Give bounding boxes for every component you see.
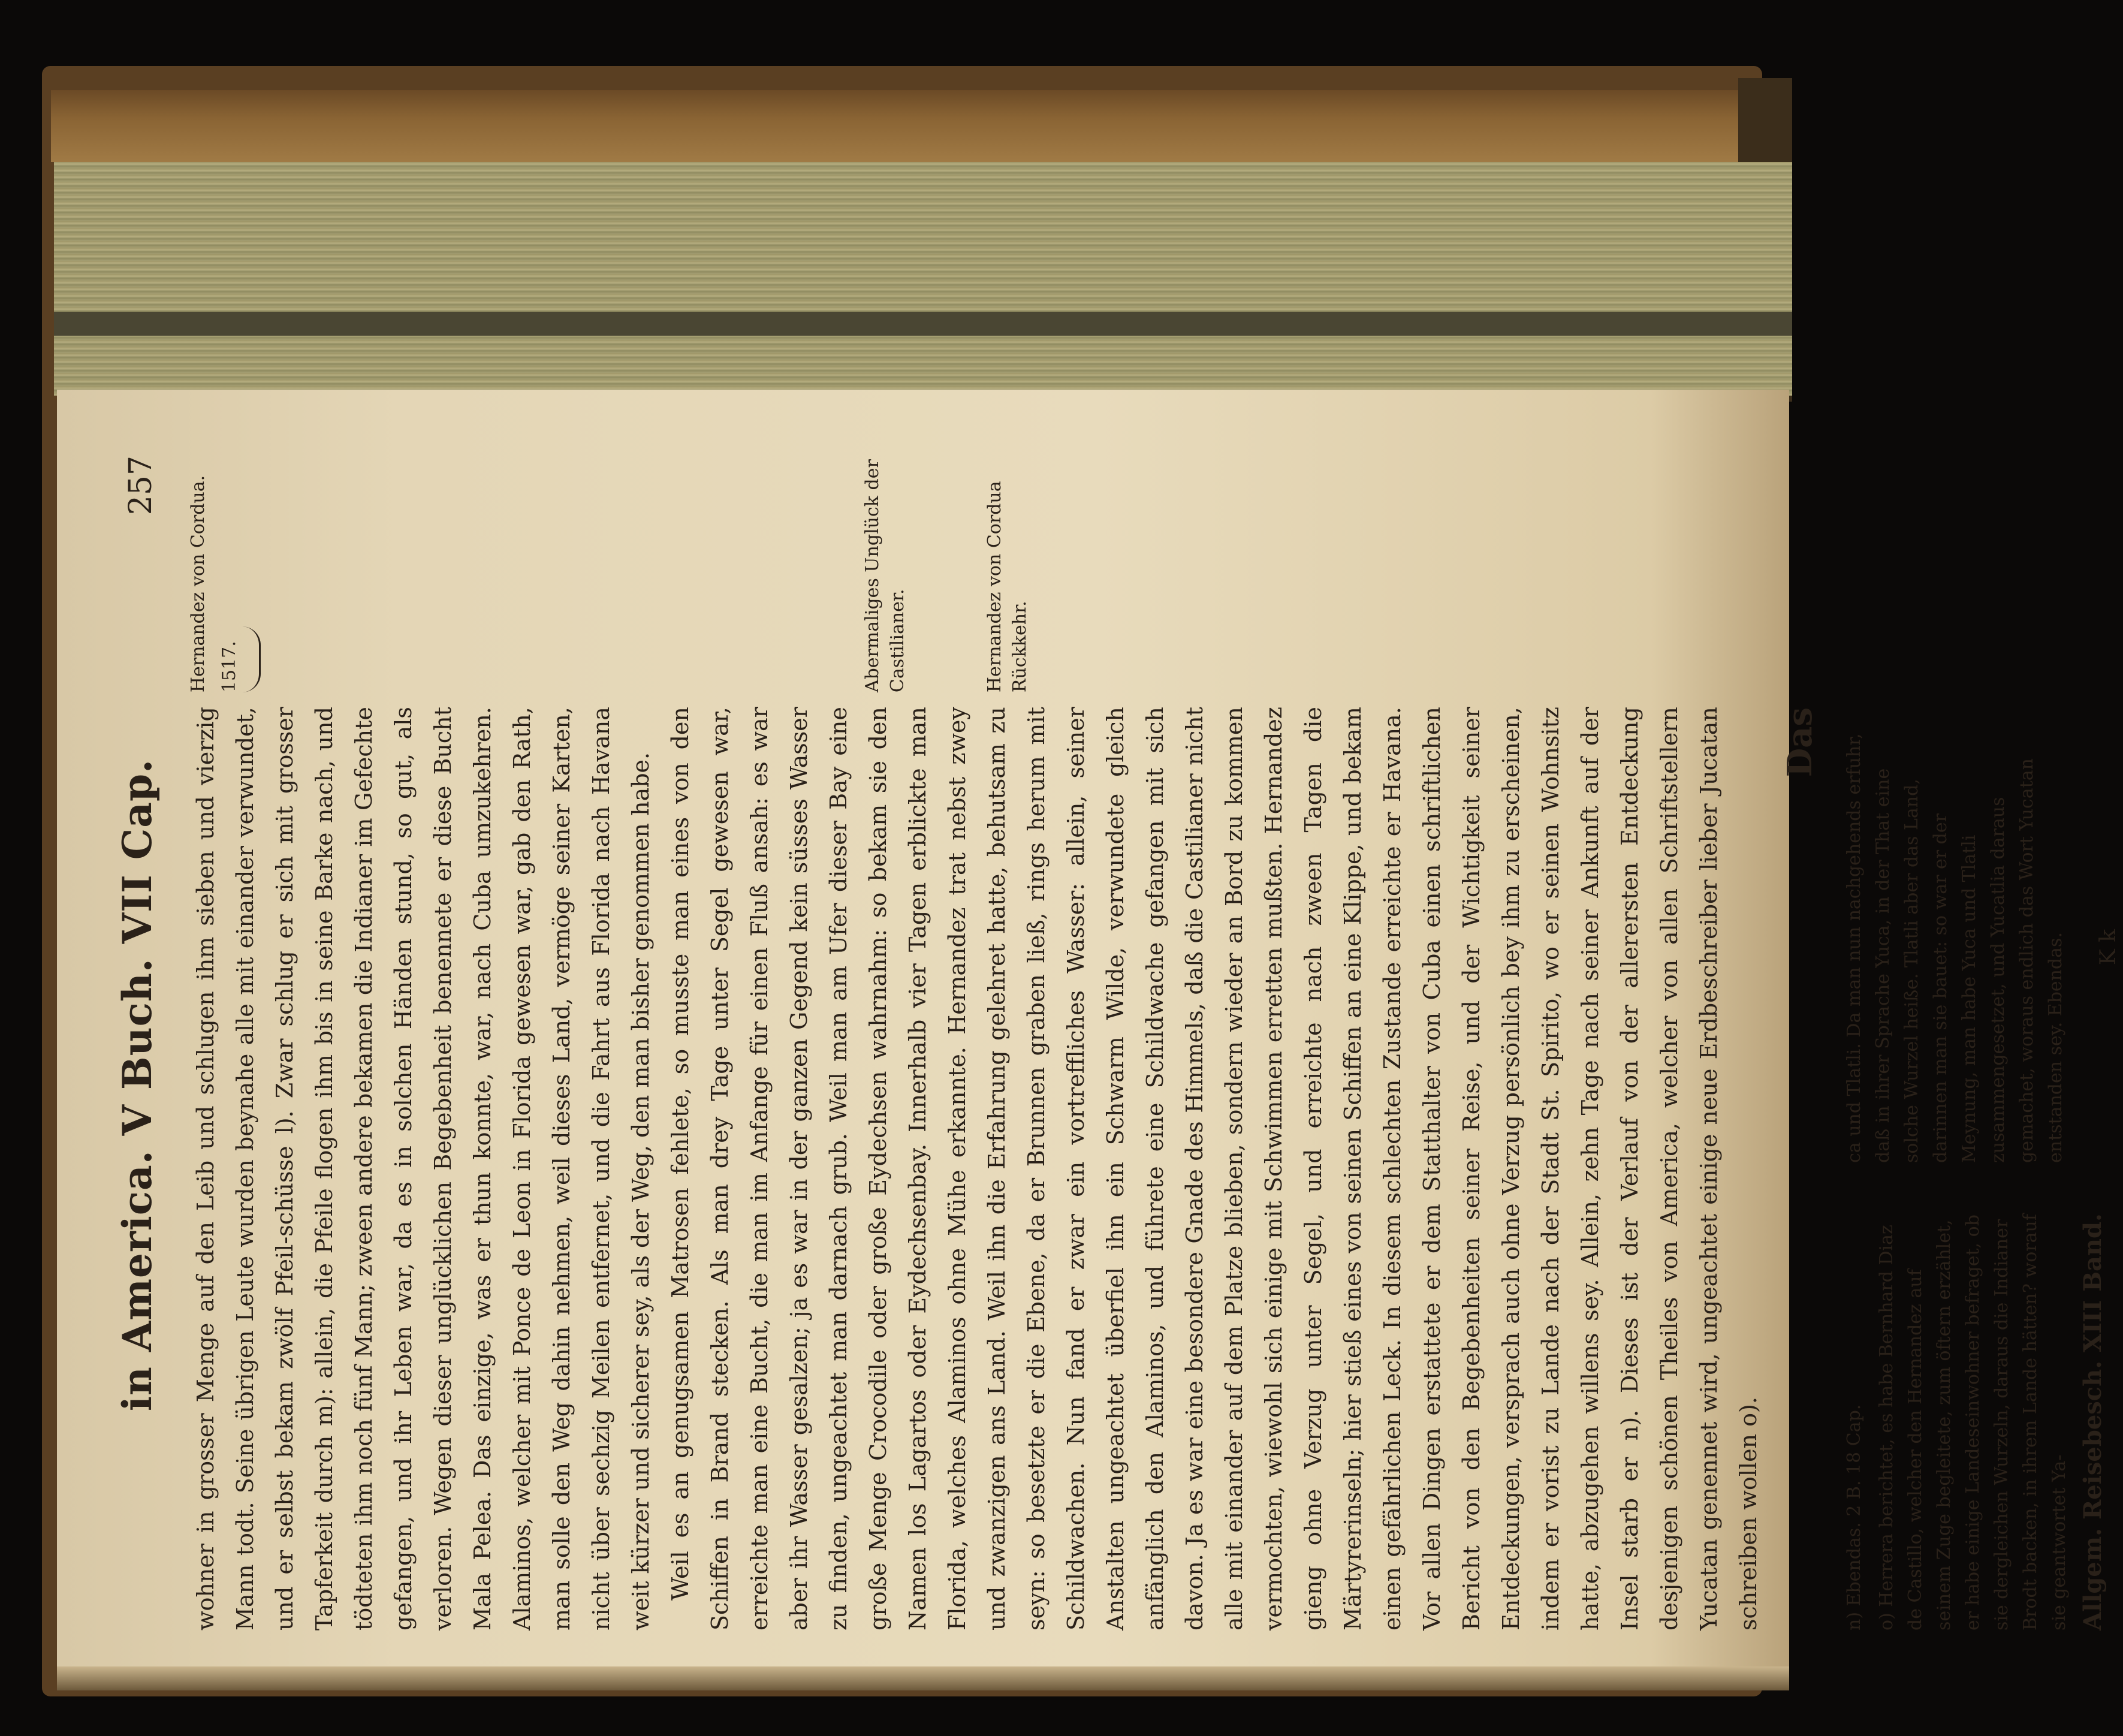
paragraph: wohner in grosser Menge auf den Leib und schlugen ihm sieben und vierzig Mann todt. Seine übrigen Leute wurden beynahe alle mit einander verwundet, und er selbst bekam zwölf Pfeil-schüsse l). Zwar schlug er sich mit grosser Tapferkeit durch m): allein, die Pfeile flogen ihm bis in seine Barke nach, und tödteten ihm noch fünf Mann; zween andere bekamen die Indianer im Gefechte gefangen, und ihr Leben war, da es in solchen Händen stund, so gut, als verloren. Wegen dieser unglücklichen Begebenheit benennete er diese Bucht Mala Pelea. Das einzige, was er thun konnte, war, nach Cuba umzukehren. Alaminos, welcher mit Ponce de Leon in Florida gewesen war, gab den Rath, man solle den Weg dahin nehmen, weil dieses Land, vermöge seiner Karten, nicht über sechzig Meilen entfernet, und die Fahrt aus Florida nach Havana weit kürzer und sicherer sey, als der Weg, den man bisher genommen habe. xyxy=(192,707,654,1630)
margin-note-text: Hernandez von Cordua. xyxy=(188,475,209,693)
book-cover-edge xyxy=(51,90,1765,162)
page-number: 257 xyxy=(123,456,159,516)
body-columns xyxy=(186,456,1768,1630)
margin-notes xyxy=(186,456,1768,707)
footnote: n) Ebendas. 2 B. 18 Cap. xyxy=(1844,1404,1865,1630)
catchword: Das xyxy=(1780,707,1820,777)
margin-note: Abermaliges Unglück der Castilianer. xyxy=(862,459,908,693)
margin-note xyxy=(186,456,261,692)
running-header xyxy=(114,456,186,1630)
margin-note-year: 1517. xyxy=(219,641,240,693)
sheet-mark: K k xyxy=(2096,929,2121,966)
signature-line: Allgem. Reisebesch. XIII Band. xyxy=(2079,1213,2107,1630)
paragraph: Weil es an genugsamen Matrosen fehlete, so musste man eines von den Schiffen in Brand stecken. Als man drey Tage unter Segel gewesen war, erreichte man eine Bucht, die man im Anfange für einen Fluß ansah: es war aber ihr Wasser gesalzen; ja es war in der ganzen Gegend kein süsses Wasser zu finden, ungeachtet man darnach grub. Weil man am Ufer dieser Bay eine große Menge Crocodile oder große Eydechsen wahrnahm: so bekam sie den Namen los Lagartos oder Eydechsenbay. Innerhalb vier Tagen erblickte man Florida, welches Alaminos ohne Mühe erkannte. Hernandez trat nebst zwey und zwanzigen ans Land. Weil ihn die Erfahrung gelehret hatte, behutsam zu seyn: so besetzte er die Ebene, da er Brunnen graben ließ, rings herum mit Schildwachen. Nun fand er zwar ein vortreffliches Wasser: allein, seiner Anstalten ungeachtet überfiel ihn ein Schwarm Wilde, verwundete gleich anfänglich den Alaminos, und führete eine Schildwache gefangen mit sich davon. Ja es war eine besondere Gnade des Himmels, daß die Castilianer nicht alle mit einander auf dem Platze blieben, sondern wieder an Bord zu kommen vermochten, wiewohl sich einige mit Schwimmen erretten mußten. Hernandez gieng ohne Verzug unter Segel, und erreichte nach zween Tagen die Märtyrerinseln; hier stieß eines von seinen Schiffen an eine Klippe, und bekam einen gefährlichen Leck. In diesem schlechten Zustande erreichte er Havana. Vor allen Dingen erstattete er dem Statthalter von Cuba einen schriftlichen Bericht von den Begebenheiten seiner Reise, und der Wichtigkeit seiner Entdeckungen, versprach auch ohne Verzug persönlich bey ihm zu erscheinen, indem er vorist zu Lande nach der Stadt St. Spirito, wo er seinen Wohnsitz hatte, abzugehen willens sey. Allein, zehn Tage nach seiner Ankunft auf der Insel starb er n). Dieses ist der Verlauf von der allerersten Entdeckung desjenigen schönen Theiles von America, welcher von allen Schriftstellern Yucatan genennet wird, ungeachtet einige neue Erdbeschreiber lieber Jucatan schreiben wollen o). xyxy=(667,707,1762,1630)
brace-mark xyxy=(242,626,261,692)
footnote-column-left xyxy=(1840,1199,2123,1630)
rotated-text-block xyxy=(114,456,2121,1630)
footnote-column-right xyxy=(1840,731,2123,1163)
footnote: ca und Tlatli. Da man nun nachgehends erfuhr, daß in ihrer Sprache Yuca, in der That eine solche Wurzel heiße. Tlatli aber das Land, darinnen man sie bauet: so war er der Meynung, man habe Yuca und Tlatli zusammengesetzet, und Yucatlia daraus gemachet, woraus endlich das Wort Yucatan entstanden sey. Ebendas. xyxy=(1844,733,2066,1163)
margin-note: Hernandez von Cordua Rückkehr. xyxy=(984,481,1030,693)
page-edges xyxy=(54,162,1792,396)
footnotes xyxy=(1840,456,2123,1630)
running-title: in America. V Buch. VII Cap. xyxy=(114,758,161,1412)
page-gutter xyxy=(57,1666,1789,1690)
page-edges-shadow xyxy=(54,312,1792,336)
footnote: o) Herrera berichtet, es habe Bernhard Diaz de Castillo, welcher den Hernandez auf seinem Zuge begleitete, zum öftern erzählet, er habe einige Landeseinwohner befraget, ob sie dergleichen Wurzeln, daraus die Indianer Brodt backen, in ihrem Lande hätten? worauf sie geantwortet Ya- xyxy=(1876,1214,2070,1630)
main-text xyxy=(186,707,1768,1630)
